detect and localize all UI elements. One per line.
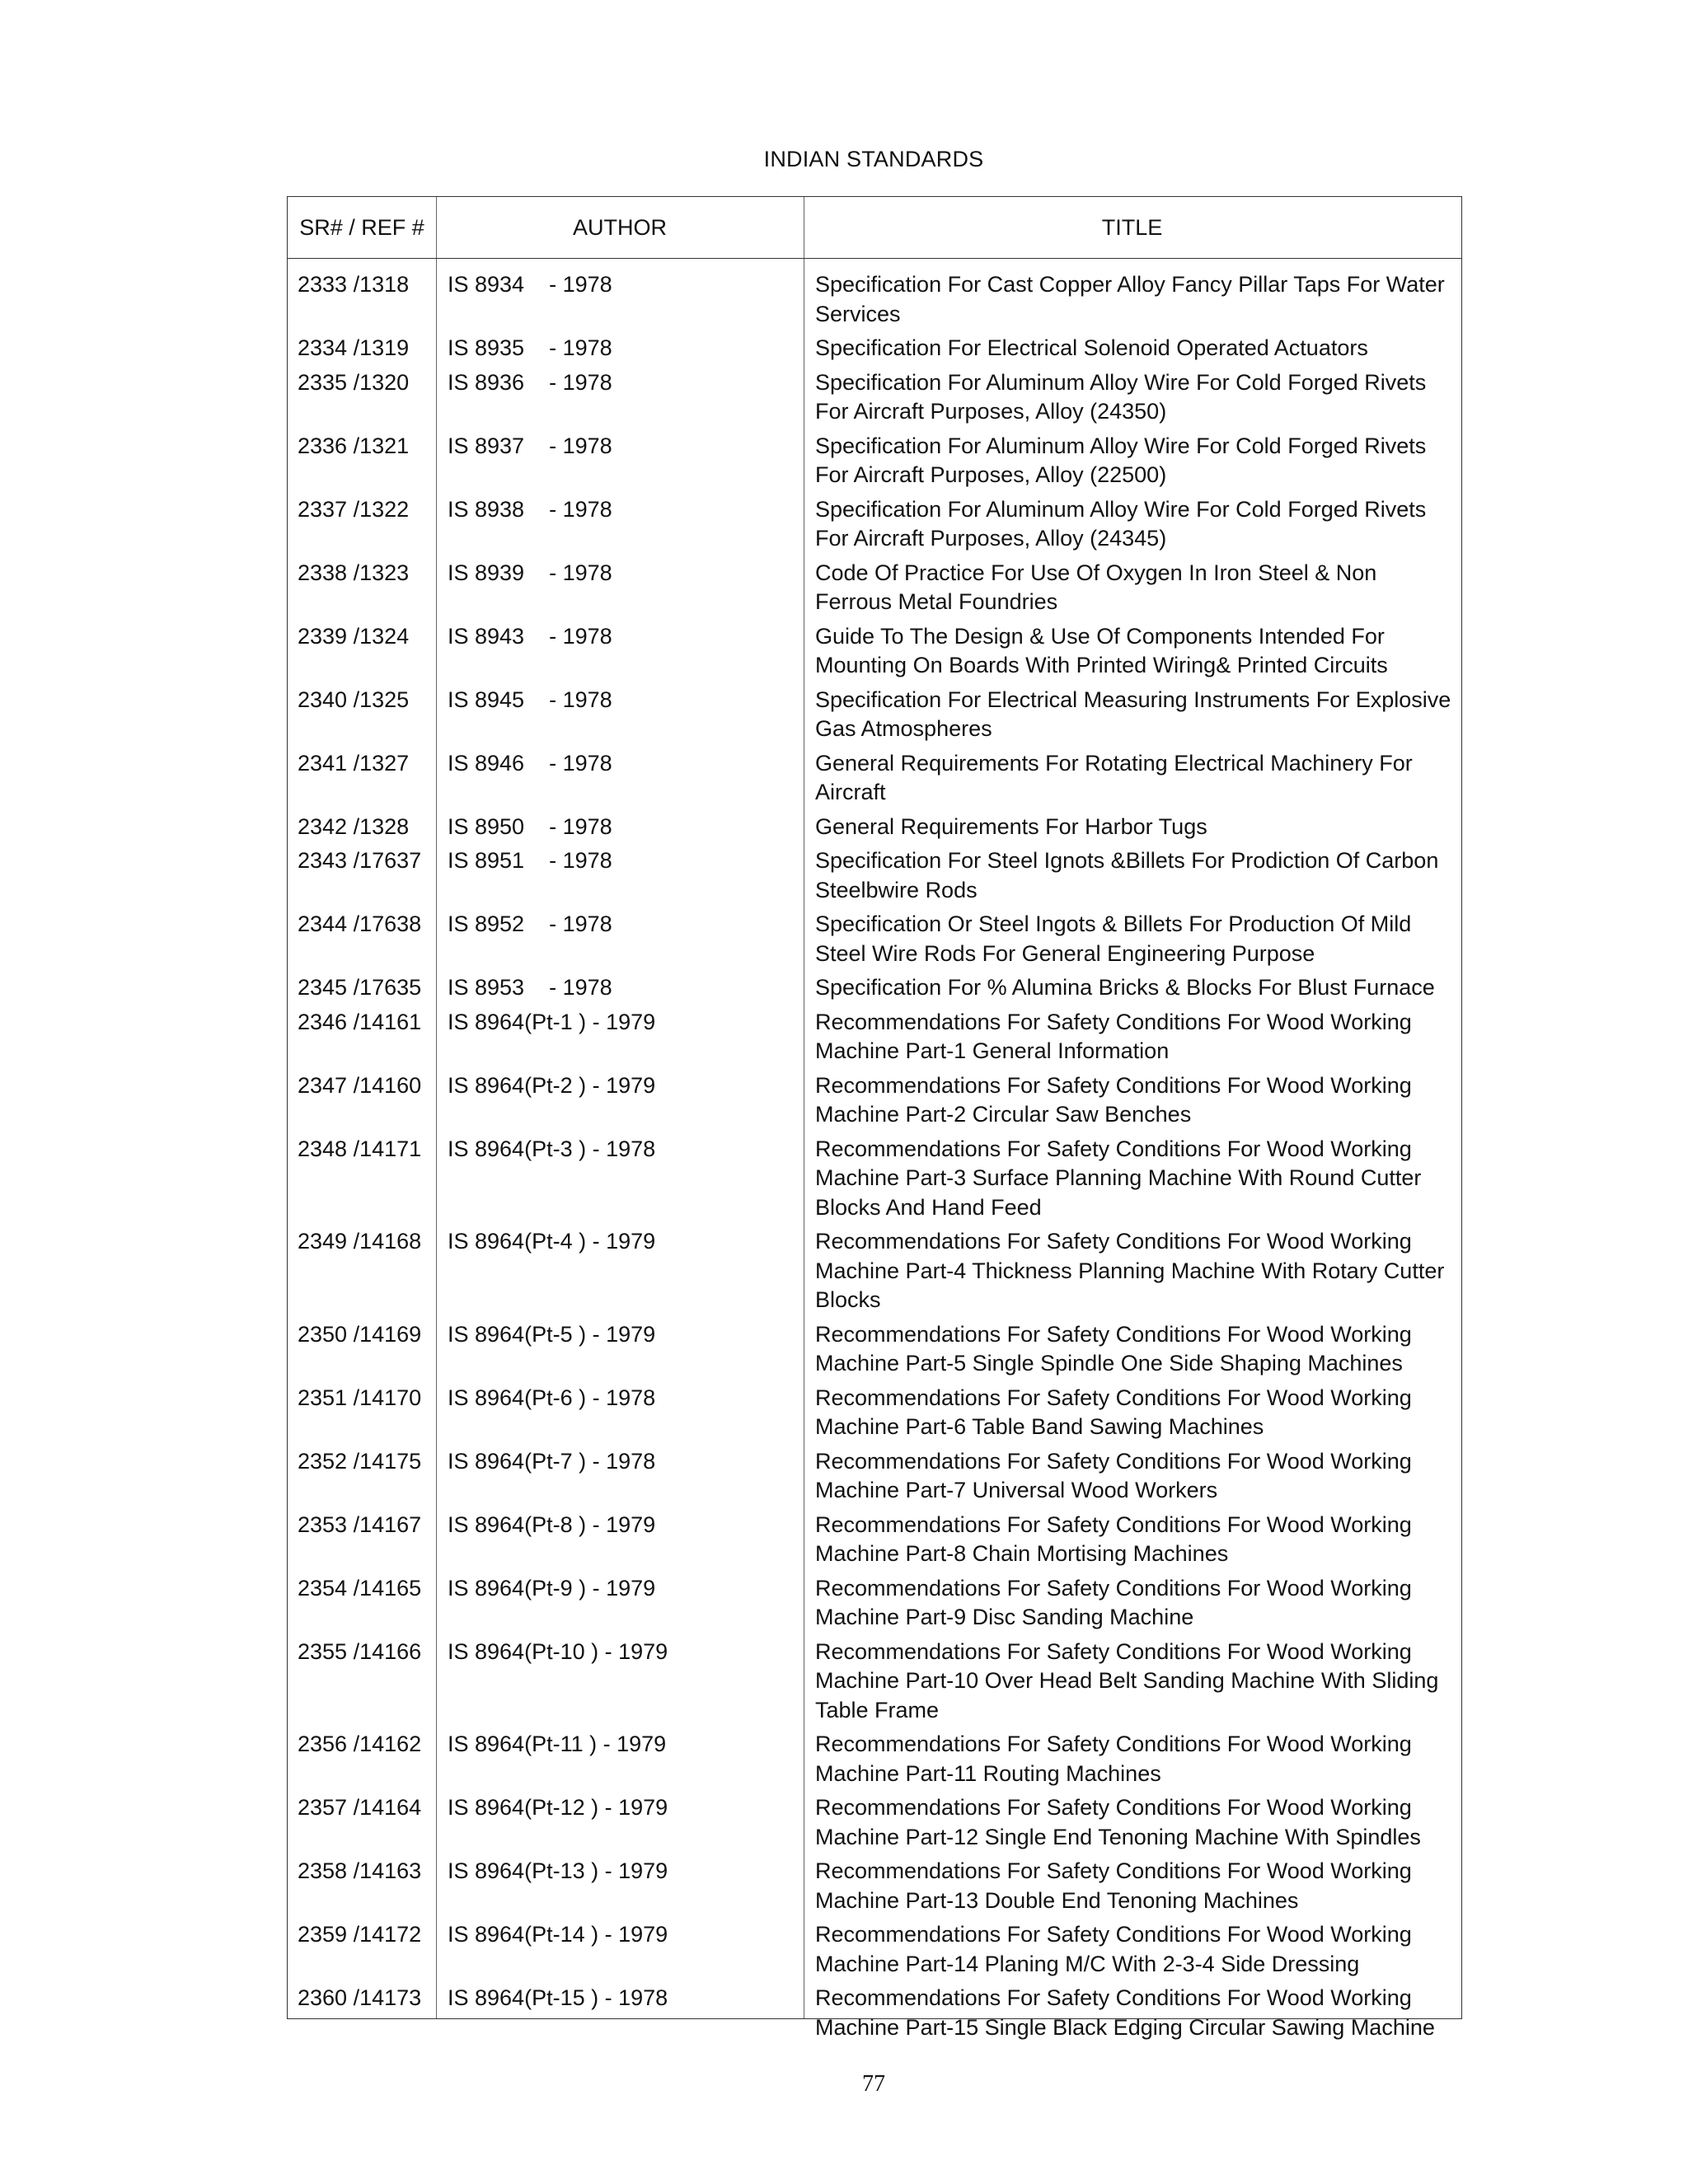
cell-sr: 2350 /14169 xyxy=(298,1321,422,1347)
cell-sr: 2357 /14164 xyxy=(298,1795,422,1820)
column-header-sr: SR# / REF # xyxy=(299,214,424,240)
cell-title: Recommendations For Safety Conditions For Wood Working Machine Part-15 Single Black Edging Circular Sawing Machine xyxy=(815,1985,1435,2040)
cell-sr: 2352 /14175 xyxy=(298,1448,422,1474)
cell-title: Recommendations For Safety Conditions For Wood Working Machine Part-2 Circular Saw Benches xyxy=(815,1072,1412,1127)
table-row xyxy=(288,1227,1461,1315)
cell-title: General Requirements For Rotating Electrical Machinery For Aircraft xyxy=(815,750,1413,804)
table-row xyxy=(288,559,1461,617)
table-row xyxy=(288,686,1461,744)
cell-sr: 2334 /1319 xyxy=(298,335,410,360)
cell-title: Specification For Steel Ignots &Billets For Prodiction Of Carbon Steelbwire Rods xyxy=(815,848,1439,902)
table-row xyxy=(288,1071,1461,1130)
cell-title: Recommendations For Safety Conditions For Wood Working Machine Part-7 Universal Wood Workers xyxy=(815,1448,1412,1502)
cell-title: Recommendations For Safety Conditions For Wood Working Machine Part-3 Surface Planning Machine With Round Cutter Blocks And Hand Feed xyxy=(815,1136,1422,1220)
cell-author: IS 8964(Pt-14 ) - 1979 xyxy=(448,1922,668,1947)
cell-author: IS 8964(Pt-15 ) - 1978 xyxy=(448,1985,668,2010)
page-number: 77 xyxy=(862,2071,885,2097)
cell-author: IS 8939 - 1978 xyxy=(448,560,612,585)
table-row xyxy=(288,622,1461,681)
cell-sr: 2344 /17638 xyxy=(298,912,422,936)
cell-title: Specification For Cast Copper Alloy Fancy Pillar Taps For Water Services xyxy=(815,272,1445,326)
cell-author: IS 8934 - 1978 xyxy=(448,272,612,297)
cell-author: IS 8950 - 1978 xyxy=(448,813,612,839)
cell-author: IS 8964(Pt-10 ) - 1979 xyxy=(448,1638,668,1664)
cell-author: IS 8964(Pt-3 ) - 1978 xyxy=(448,1136,656,1161)
cell-title: Recommendations For Safety Conditions For Wood Working Machine Part-11 Routing Machines xyxy=(815,1732,1412,1786)
cell-author: IS 8953 - 1978 xyxy=(448,975,612,1000)
cell-author: IS 8964(Pt-1 ) - 1979 xyxy=(448,1009,656,1034)
table-row xyxy=(288,1793,1461,1852)
cell-author: IS 8964(Pt-8 ) - 1979 xyxy=(448,1511,656,1537)
cell-sr: 2354 /14165 xyxy=(298,1575,422,1601)
table-row xyxy=(288,1730,1461,1788)
column-header-author: AUTHOR xyxy=(573,214,667,240)
cell-sr: 2358 /14163 xyxy=(298,1858,422,1883)
cell-sr: 2349 /14168 xyxy=(298,1229,422,1254)
table-header xyxy=(287,196,1462,259)
cell-title: Specification For Electrical Measuring Instruments For Explosive Gas Atmospheres xyxy=(815,687,1451,741)
cell-sr: 2341 /1327 xyxy=(298,750,410,776)
cell-author: IS 8964(Pt-7 ) - 1978 xyxy=(448,1448,656,1474)
table-row xyxy=(288,813,1461,842)
cell-sr: 2335 /1320 xyxy=(298,369,410,395)
cell-title: Recommendations For Safety Conditions For Wood Working Machine Part-5 Single Spindle One Side Shaping Machines xyxy=(815,1321,1412,1376)
table-row xyxy=(288,1384,1461,1442)
table-row xyxy=(288,910,1461,968)
cell-title: Recommendations For Safety Conditions For Wood Working Machine Part-4 Thickness Planning Machine With Rotary Cutter Blocks xyxy=(815,1229,1445,1312)
cell-title: Recommendations For Safety Conditions For Wood Working Machine Part-14 Planing M/C With 2-3-4 Side Dressing xyxy=(815,1922,1412,1976)
cell-sr: 2343 /17637 xyxy=(298,848,422,873)
cell-title: Recommendations For Safety Conditions For Wood Working Machine Part-12 Single End Tenoning Machine With Spindles xyxy=(815,1795,1421,1849)
cell-sr: 2360 /14173 xyxy=(298,1985,422,2010)
cell-sr: 2353 /14167 xyxy=(298,1511,422,1537)
cell-title: Specification For Electrical Solenoid Operated Actuators xyxy=(815,335,1368,360)
table-row xyxy=(288,1008,1461,1066)
cell-title: Recommendations For Safety Conditions For Wood Working Machine Part-9 Disc Sanding Machine xyxy=(815,1575,1412,1629)
cell-author: IS 8943 - 1978 xyxy=(448,623,612,649)
cell-sr: 2356 /14162 xyxy=(298,1732,422,1756)
table-row xyxy=(288,973,1461,1003)
cell-sr: 2351 /14170 xyxy=(298,1385,422,1410)
cell-title: Recommendations For Safety Conditions For Wood Working Machine Part-8 Chain Mortising Machines xyxy=(815,1511,1412,1566)
cell-author: IS 8964(Pt-12 ) - 1979 xyxy=(448,1795,668,1820)
cell-sr: 2339 /1324 xyxy=(298,623,410,649)
cell-author: IS 8964(Pt-2 ) - 1979 xyxy=(448,1072,656,1098)
cell-author: IS 8952 - 1978 xyxy=(448,912,612,936)
cell-sr: 2355 /14166 xyxy=(298,1638,422,1664)
table-row xyxy=(288,270,1461,329)
table-row xyxy=(288,368,1461,427)
cell-sr: 2338 /1323 xyxy=(298,560,410,585)
cell-author: IS 8946 - 1978 xyxy=(448,750,612,776)
cell-sr: 2347 /14160 xyxy=(298,1072,422,1098)
cell-sr: 2337 /1322 xyxy=(298,496,410,522)
cell-title: General Requirements For Harbor Tugs xyxy=(815,813,1207,839)
page-heading: INDIAN STANDARDS xyxy=(763,147,984,171)
table-row xyxy=(288,495,1461,554)
cell-title: Recommendations For Safety Conditions For Wood Working Machine Part-1 General Information xyxy=(815,1009,1412,1063)
cell-title: Specification For Aluminum Alloy Wire For Cold Forged Rivets For Aircraft Purposes, Alloy (22500) xyxy=(815,433,1427,487)
table-row xyxy=(288,749,1461,808)
cell-author: IS 8951 - 1978 xyxy=(448,848,612,873)
cell-title: Recommendations For Safety Conditions For Wood Working Machine Part-10 Over Head Belt Sanding Machine With Sliding Table Frame xyxy=(815,1638,1439,1722)
cell-author: IS 8964(Pt-9 ) - 1979 xyxy=(448,1575,656,1601)
cell-author: IS 8964(Pt-11 ) - 1979 xyxy=(448,1732,667,1756)
cell-sr: 2342 /1328 xyxy=(298,813,410,839)
cell-author: IS 8945 - 1978 xyxy=(448,687,612,712)
cell-author: IS 8937 - 1978 xyxy=(448,433,612,458)
cell-author: IS 8964(Pt-5 ) - 1979 xyxy=(448,1321,656,1347)
cell-author: IS 8964(Pt-13 ) - 1979 xyxy=(448,1858,668,1883)
cell-sr: 2333 /1318 xyxy=(298,272,410,297)
cell-author: IS 8964(Pt-4 ) - 1979 xyxy=(448,1229,656,1254)
table-row xyxy=(288,1320,1461,1379)
table-body xyxy=(287,259,1462,2040)
cell-author: IS 8938 - 1978 xyxy=(448,496,612,522)
table-row xyxy=(288,1638,1461,1726)
cell-sr: 2336 /1321 xyxy=(298,433,410,458)
cell-author: IS 8935 - 1978 xyxy=(448,335,612,360)
cell-title: Specification Or Steel Ingots & Billets For Production Of Mild Steel Wire Rods For General Engineering Purpose xyxy=(815,912,1412,966)
table-row xyxy=(288,846,1461,905)
table-row xyxy=(288,1574,1461,1633)
cell-title: Recommendations For Safety Conditions For Wood Working Machine Part-13 Double End Tenoning Machines xyxy=(815,1858,1412,1913)
table-row xyxy=(288,1135,1461,1223)
cell-title: Specification For % Alumina Bricks & Blocks For Blust Furnace xyxy=(815,975,1435,1000)
cell-sr: 2346 /14161 xyxy=(298,1009,422,1034)
table-row xyxy=(288,1857,1461,1915)
cell-title: Specification For Aluminum Alloy Wire For Cold Forged Rivets For Aircraft Purposes, Alloy (24350) xyxy=(815,369,1427,424)
column-header-title: TITLE xyxy=(1101,214,1163,240)
cell-sr: 2348 /14171 xyxy=(298,1136,422,1161)
table-row xyxy=(288,1511,1461,1569)
table-row xyxy=(288,432,1461,490)
cell-author: IS 8964(Pt-6 ) - 1978 xyxy=(448,1385,656,1410)
cell-author: IS 8936 - 1978 xyxy=(448,369,612,395)
cell-sr: 2359 /14172 xyxy=(298,1922,422,1947)
table-rows xyxy=(288,270,1461,2047)
cell-title: Guide To The Design & Use Of Components Intended For Mounting On Boards With Printed Wiring& Printed Circuits xyxy=(815,623,1388,677)
table-row xyxy=(288,1447,1461,1506)
cell-sr: 2340 /1325 xyxy=(298,687,410,712)
cell-title: Recommendations For Safety Conditions For Wood Working Machine Part-6 Table Band Sawing Machines xyxy=(815,1385,1412,1439)
table-row xyxy=(288,1920,1461,1979)
table-row xyxy=(288,1984,1461,2042)
cell-sr: 2345 /17635 xyxy=(298,975,422,1000)
cell-title: Specification For Aluminum Alloy Wire For Cold Forged Rivets For Aircraft Purposes, Alloy (24345) xyxy=(815,496,1427,551)
table-row xyxy=(288,334,1461,363)
cell-title: Code Of Practice For Use Of Oxygen In Iron Steel & Non Ferrous Metal Foundries xyxy=(815,560,1377,614)
